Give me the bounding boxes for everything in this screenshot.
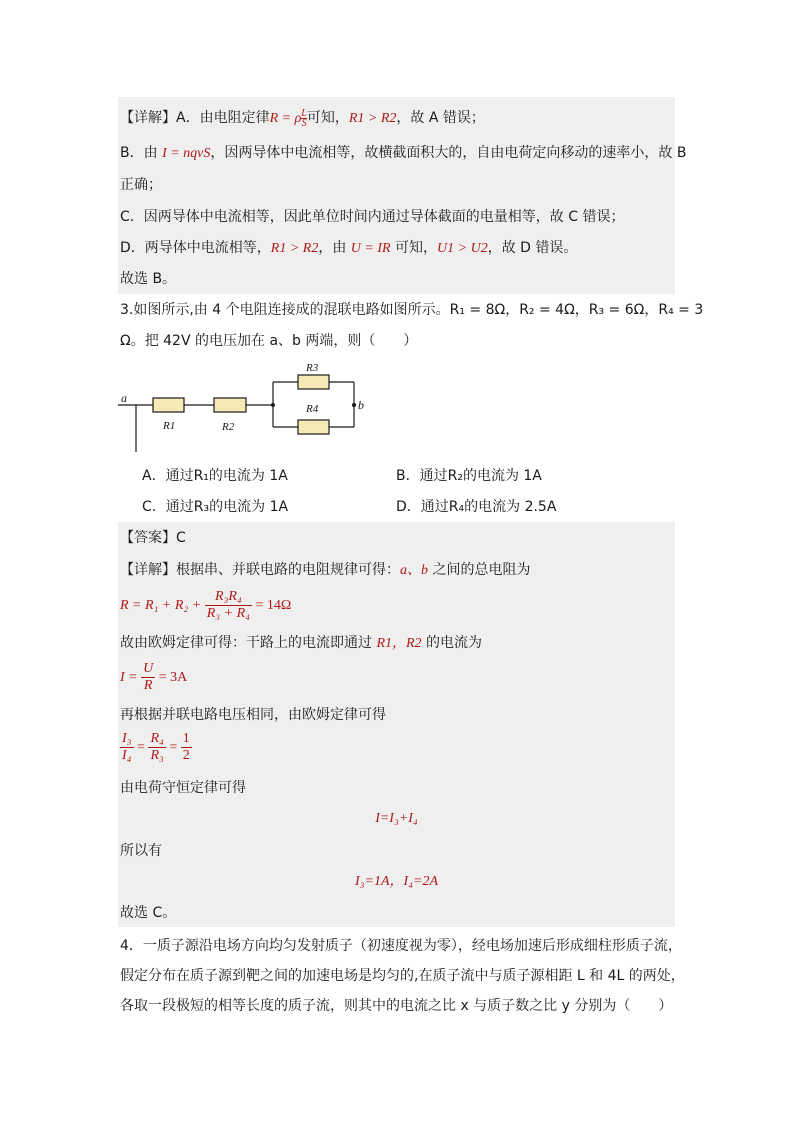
resistor-r4 bbox=[298, 420, 329, 434]
label-b: b bbox=[358, 398, 364, 412]
q3-option-c[interactable]: C．通过R₃的电流为 1A bbox=[142, 499, 289, 515]
q3-option-a[interactable]: A．通过R₁的电流为 1A bbox=[142, 468, 288, 484]
junction-left bbox=[271, 403, 275, 407]
q3-detail4: 由电荷守恒定律可得 bbox=[120, 780, 246, 796]
label-r3: R3 bbox=[306, 362, 319, 374]
q2-detail-d: D．两导体中电流相等，R1 > R2，由 U = IR 可知，U1 > U2，故 D 错误。 bbox=[120, 240, 578, 256]
q3-eq5: I₃=1A，I₄=2A bbox=[354, 874, 439, 889]
q2-conclusion: 故选 B。 bbox=[120, 271, 177, 287]
q3-detail5: 所以有 bbox=[120, 843, 162, 859]
q3-eq2: I = $\frac{U}{R}$ = 3A bbox=[120, 661, 188, 694]
q3-option-d[interactable]: D．通过R₄的电流为 2.5A bbox=[396, 499, 557, 515]
resistor-r2 bbox=[214, 398, 246, 412]
q3-conclusion: 故选 C。 bbox=[120, 905, 177, 921]
q2-detail-b-line2: 正确； bbox=[120, 177, 162, 193]
junction-b bbox=[352, 403, 356, 407]
circuit-diagram bbox=[118, 352, 378, 452]
q4-line1: 4．一质子源沿电场方向均匀发射质子（初速度视为零），经电场加速后形成细柱形质子流， bbox=[120, 938, 682, 954]
q3-detail2: 故由欧姆定律可得：干路上的电流即通过 R1，R2 的电流为 bbox=[120, 635, 483, 651]
resistor-r3 bbox=[298, 375, 329, 389]
label-r2: R2 bbox=[222, 421, 235, 433]
q3-eq4: I=I₃+I₄ bbox=[375, 811, 418, 826]
q3-detail1: 【详解】根据串、并联电路的电阻规律可得：a、b 之间的总电阻为 bbox=[120, 562, 531, 578]
resistance-law-formula: R = ρ $\frac{L}{S}$ bbox=[269, 108, 307, 130]
q4-line2: 假定分布在质子源到靶之间的加速电场是均匀的,在质子流中与质子源相距 L 和 4L 的两处， bbox=[120, 968, 685, 984]
resistor-r1 bbox=[153, 398, 184, 412]
q3-stem-line2: Ω。把 42V 的电压加在 a、b 两端，则（ ） bbox=[120, 333, 418, 349]
q3-eq3: $\frac{\text{I₃}}{\text{I₄}}$ = $\frac{\text{R₄}}{\text{R₃}}$ = $\frac{1}{2}$ bbox=[122, 731, 190, 764]
label-a: a bbox=[121, 391, 127, 405]
q4-line3: 各取一段极短的相等长度的质子流，则其中的电流之比 x 与质子数之比 y 分别为（ ） bbox=[120, 998, 673, 1014]
q2-detail-b-line1: B．由 I = nqvS，因两导体中电流相等，故横截面积大的，自由电荷定向移动的速率小，故 B bbox=[120, 145, 687, 161]
q2-detail-a: 【详解】A．由电阻定律R = ρ $\frac{L}{S}$ 可知，R1 > R2，故 A 错误； bbox=[120, 108, 485, 130]
q3-answer: 【答案】C bbox=[120, 530, 186, 546]
q3-option-b[interactable]: B．通过R₂的电流为 1A bbox=[396, 468, 542, 484]
q3-detail3: 再根据并联电路电压相同，由欧姆定律可得 bbox=[120, 707, 386, 723]
q3-eq1: R = R₁ + R₂ + $\frac{\text{R₃R₄}}{\text{R₃ + R₄}}$ = 14Ω bbox=[120, 589, 292, 622]
label-r1: R1 bbox=[163, 420, 176, 432]
q2-detail-c: C．因两导体中电流相等，因此单位时间内通过导体截面的电量相等，故 C 错误； bbox=[120, 209, 625, 225]
q3-stem-line1: 3.如图所示,由 4 个电阻连接成的混联电路如图所示。R₁ = 8Ω，R₂ = 4Ω，R₃ = 6Ω，R₄ = 3 bbox=[120, 302, 704, 318]
label-r4: R4 bbox=[306, 403, 319, 415]
